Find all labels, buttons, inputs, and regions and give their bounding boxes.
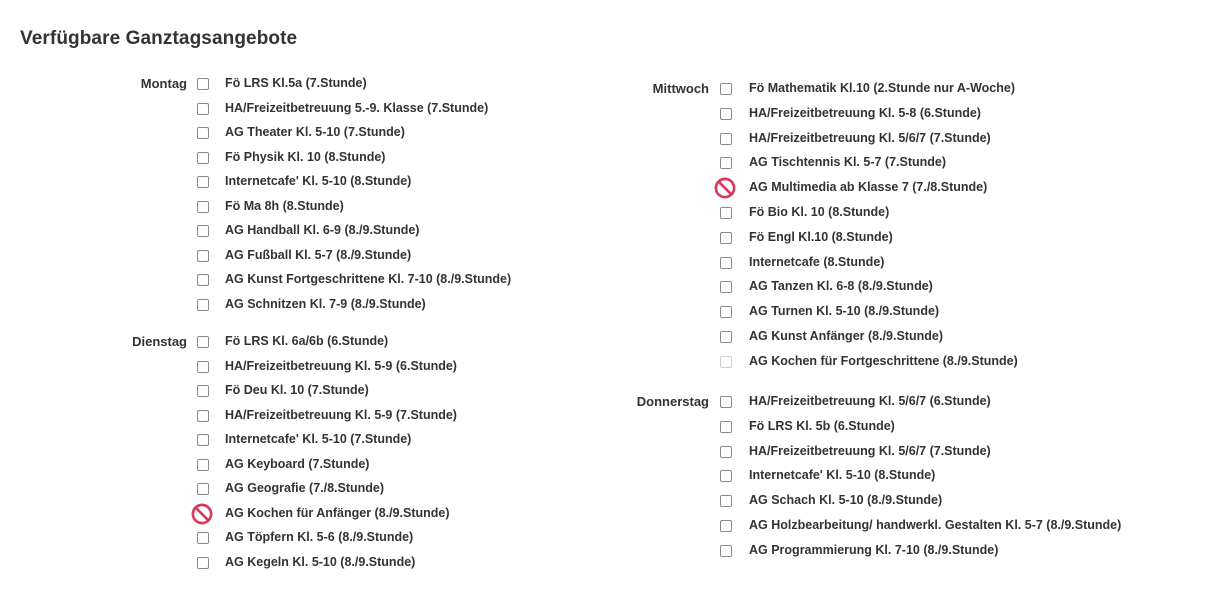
offer-checkbox[interactable] <box>720 207 732 219</box>
offer-label: HA/Freizeitbetreuung Kl. 5/6/7 (7.Stunde) <box>749 130 991 145</box>
offer-checkbox[interactable] <box>720 470 732 482</box>
offer-label: AG Tischtennis Kl. 5-7 (7.Stunde) <box>749 155 947 170</box>
offer-checkbox[interactable] <box>720 331 732 343</box>
offer-label: AG Programmierung Kl. 7-10 (8./9.Stunde) <box>749 542 999 557</box>
offer-label: AG Turnen Kl. 5-10 (8./9.Stunde) <box>749 304 940 319</box>
offer-label: AG Multimedia ab Klasse 7 (7./8.Stunde) <box>749 180 988 195</box>
offer-label: AG Theater Kl. 5-10 (7.Stunde) <box>225 125 405 139</box>
offer-checkbox[interactable] <box>197 336 209 348</box>
offer-checkbox[interactable] <box>197 410 209 422</box>
offer-checkbox[interactable] <box>197 483 209 495</box>
offer-label: Fö Ma 8h (8.Stunde) <box>225 198 344 213</box>
offer-checkbox[interactable] <box>197 361 209 373</box>
offer-label: HA/Freizeitbetreuung Kl. 5-9 (7.Stunde) <box>225 407 457 422</box>
offer-label: Fö LRS Kl. 5b (6.Stunde) <box>749 418 895 433</box>
offer-checkbox[interactable] <box>720 157 732 169</box>
offer-label: AG Schnitzen Kl. 7-9 (8./9.Stunde) <box>225 296 426 311</box>
offer-checkbox[interactable] <box>197 274 209 286</box>
not-allowed-icon <box>714 177 734 197</box>
offer-label: AG Töpfern Kl. 5-6 (8./9.Stunde) <box>225 530 414 544</box>
offer-label: HA/Freizeitbetreuung Kl. 5-8 (6.Stunde) <box>749 105 981 120</box>
page-title: Verfügbare Ganztagsangebote <box>20 28 298 49</box>
offer-label: Fö Mathematik Kl.10 (2.Stunde nur A-Woche) <box>749 81 1015 95</box>
offer-label: AG Kunst Fortgeschrittene Kl. 7-10 (8./9.Stunde) <box>225 272 512 286</box>
offer-label: HA/Freizeitbetreuung 5.-9. Klasse (7.Stunde) <box>225 100 489 115</box>
offer-checkbox[interactable] <box>720 396 732 408</box>
offer-checkbox[interactable] <box>720 520 732 532</box>
offer-label: Internetcafe' Kl. 5-10 (8.Stunde) <box>749 468 936 483</box>
offer-checkbox[interactable] <box>720 133 732 145</box>
offer-checkbox[interactable] <box>720 446 732 458</box>
offer-label: Internetcafe' Kl. 5-10 (8.Stunde) <box>225 174 412 188</box>
offer-label: Fö LRS Kl. 6a/6b (6.Stunde) <box>225 334 389 348</box>
offer-checkbox[interactable] <box>720 232 732 244</box>
offer-checkbox[interactable] <box>720 306 732 318</box>
offer-checkbox[interactable] <box>197 127 209 139</box>
day-label-dienstag: Dienstag <box>132 334 187 349</box>
offer-label: AG Tanzen Kl. 6-8 (8./9.Stunde) <box>749 279 933 294</box>
offer-label: AG Kochen für Anfänger (8./9.Stunde) <box>225 505 450 520</box>
offer-label: HA/Freizeitbetreuung Kl. 5/6/7 (6.Stunde) <box>749 394 991 408</box>
offer-checkbox[interactable] <box>197 103 209 115</box>
offer-checkbox[interactable] <box>720 545 732 557</box>
offer-checkbox[interactable] <box>720 83 732 95</box>
offer-checkbox[interactable] <box>197 176 209 188</box>
offer-label: AG Keyboard (7.Stunde) <box>225 456 370 471</box>
offer-checkbox[interactable] <box>720 108 732 120</box>
offer-label: Fö LRS Kl.5a (7.Stunde) <box>225 76 367 90</box>
offer-label: Internetcafe (8.Stunde) <box>749 254 885 269</box>
offer-label: Fö Bio Kl. 10 (8.Stunde) <box>749 205 890 219</box>
day-label-mittwoch: Mittwoch <box>652 81 709 96</box>
offer-checkbox[interactable] <box>197 299 209 311</box>
day-label-donnerstag: Donnerstag <box>636 394 709 409</box>
offer-checkbox[interactable] <box>197 225 209 237</box>
offer-checkbox[interactable] <box>197 385 209 397</box>
offer-label: AG Kegeln Kl. 5-10 (8./9.Stunde) <box>225 554 416 569</box>
offer-label: Internetcafe' Kl. 5-10 (7.Stunde) <box>225 432 412 446</box>
day-label-montag: Montag <box>140 76 187 91</box>
offer-checkbox[interactable] <box>197 250 209 262</box>
offer-label: AG Fußball Kl. 5-7 (8./9.Stunde) <box>225 247 412 262</box>
offer-label: AG Schach Kl. 5-10 (8./9.Stunde) <box>749 493 943 508</box>
offer-checkbox[interactable] <box>720 257 732 269</box>
offer-label: AG Kunst Anfänger (8./9.Stunde) <box>749 329 943 343</box>
offer-label: HA/Freizeitbetreuung Kl. 5-9 (6.Stunde) <box>225 358 457 373</box>
offer-checkbox[interactable] <box>197 532 209 544</box>
offer-label: AG Holzbearbeitung/ handwerkl. Gestalten Kl. 5-7 (8./9.Stunde) <box>749 518 1122 532</box>
offer-label: Fö Deu Kl. 10 (7.Stunde) <box>225 383 369 397</box>
offer-checkbox[interactable] <box>720 281 732 293</box>
offer-label: AG Handball Kl. 6-9 (8./9.Stunde) <box>225 223 420 237</box>
offer-checkbox[interactable] <box>197 78 209 90</box>
offer-checkbox[interactable] <box>720 421 732 433</box>
offer-checkbox[interactable] <box>197 434 209 446</box>
offer-checkbox[interactable] <box>197 152 209 164</box>
offer-checkbox[interactable] <box>197 201 209 213</box>
offer-label: Fö Physik Kl. 10 (8.Stunde) <box>225 149 386 164</box>
offer-label: HA/Freizeitbetreuung Kl. 5/6/7 (7.Stunde) <box>749 443 991 458</box>
offer-label: AG Geografie (7./8.Stunde) <box>225 481 385 495</box>
offer-checkbox[interactable] <box>197 459 209 471</box>
not-allowed-icon <box>191 503 211 523</box>
offer-checkbox <box>720 356 732 368</box>
offer-label: Fö Engl Kl.10 (8.Stunde) <box>749 229 893 244</box>
offer-checkbox[interactable] <box>720 495 732 507</box>
offer-checkbox[interactable] <box>197 557 209 569</box>
offer-label: AG Kochen für Fortgeschrittene (8./9.Stunde) <box>749 353 1018 368</box>
